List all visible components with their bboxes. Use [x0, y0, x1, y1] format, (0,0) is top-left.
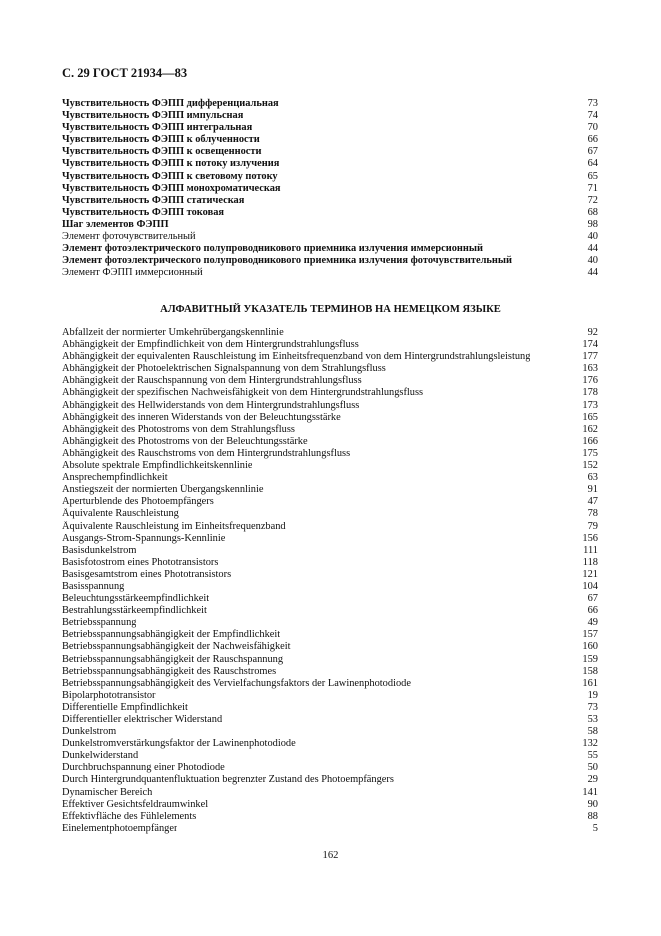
- index-term: Abhängigkeit des Photostroms von dem Strahlungsfluss: [62, 423, 295, 435]
- index-entry: [62, 799, 598, 811]
- index-term: Bestrahlungsstärkeempfindlichkeit: [62, 605, 207, 617]
- index-entry: [62, 617, 598, 629]
- index-entry: [62, 363, 598, 375]
- index-term: Чувствительность ФЭПП интегральная: [62, 122, 253, 134]
- index-entry: [62, 569, 598, 581]
- index-entry: [62, 678, 598, 690]
- index-entry: [62, 400, 598, 412]
- index-entry: [62, 702, 598, 714]
- index-entry: [62, 219, 598, 231]
- index-page-ref: 161: [582, 677, 598, 689]
- index-term: Чувствительность ФЭПП монохроматическая: [62, 182, 281, 194]
- index-term: Ausgangs-Strom-Spannungs-Kennlinie: [62, 532, 226, 544]
- index-term: Anstiegszeit der normierten Übergangskennlinie: [62, 484, 264, 496]
- index-page-ref: 67: [587, 146, 598, 158]
- index-entry: [62, 726, 598, 738]
- russian-index-list: [62, 98, 598, 279]
- index-entry: [62, 171, 598, 183]
- index-term: Basisdunkelstrom: [62, 544, 137, 556]
- index-entry: [62, 195, 598, 207]
- index-page-ref: 70: [587, 122, 598, 134]
- index-page-ref: 72: [587, 194, 598, 206]
- index-entry: [62, 267, 598, 279]
- index-page-ref: 44: [587, 267, 598, 279]
- index-page-ref: 141: [582, 786, 598, 798]
- index-page-ref: 66: [587, 605, 598, 617]
- index-term: Abhängigkeit der Rauschspannung von dem Hintergrundstrahlungsfluss: [62, 375, 362, 387]
- index-entry: [62, 436, 598, 448]
- index-term: Элемент ФЭПП иммерсионный: [62, 267, 203, 279]
- index-term: Differentieller elektrischer Widerstand: [62, 714, 223, 725]
- index-term: Durch Hintergrundquantenfluktuation begrenzter Zustand des Photoempfängers: [62, 774, 394, 786]
- index-entry: [62, 774, 598, 786]
- index-term: Чувствительность ФЭПП к облученности: [62, 134, 260, 146]
- index-page-ref: 175: [582, 447, 598, 459]
- index-term: Bipolarphototransistor: [62, 689, 156, 701]
- index-entry: [62, 750, 598, 762]
- index-entry: [62, 122, 598, 134]
- index-term: Äquivalente Rauschleistung: [62, 508, 179, 520]
- index-page-ref: 132: [582, 738, 598, 750]
- index-term: Abhängigkeit des inneren Widerstands von der Beleuchtungsstärke: [62, 411, 341, 423]
- index-term: Abhängigkeit der spezifischen Nachweisfähigkeit von dem Hintergrundstrahlungsfluss: [62, 387, 424, 399]
- index-entry: [62, 629, 598, 641]
- index-term: Betriebsspannungsabhängigkeit des Rauschstromes: [62, 665, 277, 677]
- index-term: Abfallzeit der normierter Umkehrübergangskennlinie: [62, 327, 284, 338]
- index-term: Чувствительность ФЭПП к потоку излучения: [62, 158, 280, 170]
- index-entry: [62, 448, 598, 460]
- index-term: Aperturblende des Photoempfängers: [62, 496, 214, 508]
- index-entry: [62, 158, 598, 170]
- index-page-ref: 88: [587, 810, 598, 822]
- index-page-ref: 64: [587, 158, 598, 170]
- index-page-ref: 158: [582, 665, 598, 677]
- index-entry: [62, 593, 598, 605]
- index-page-ref: 19: [587, 689, 598, 701]
- index-entry: [62, 545, 598, 557]
- index-page-ref: 63: [587, 472, 598, 484]
- index-term: Dunkelstrom: [62, 726, 117, 738]
- index-page-ref: 159: [582, 653, 598, 665]
- index-term: Abhängigkeit des Hellwiderstands von dem Hintergrundstrahlungsfluss: [62, 399, 360, 411]
- index-term: Basisfotostrom eines Phototransistors: [62, 556, 219, 568]
- index-term: Betriebsspannungsabhängigkeit der Rauschspannung: [62, 653, 284, 665]
- index-term: Abhängigkeit der Photoelektrischen Signalspannung von dem Strahlungsfluss: [62, 363, 386, 375]
- index-entry: [62, 496, 598, 508]
- index-term: Betriebsspannungsabhängigkeit der Empfindlichkeit: [62, 629, 281, 641]
- index-page-ref: 78: [587, 508, 598, 520]
- index-entry: [62, 255, 598, 267]
- index-page-ref: 156: [582, 532, 598, 544]
- index-page-ref: 91: [587, 484, 598, 496]
- index-page-ref: 166: [582, 435, 598, 447]
- index-term: Чувствительность ФЭПП к освещенности: [62, 146, 262, 158]
- index-page-ref: 90: [587, 798, 598, 810]
- index-term: Чувствительность ФЭПП дифференциальная: [62, 98, 279, 109]
- index-entry: [62, 460, 598, 472]
- index-term: Einelementphotoempfänger: [62, 822, 178, 834]
- index-page-ref: 177: [582, 351, 598, 363]
- index-term: Effektivfläche des Fühlelements: [62, 810, 197, 822]
- index-term: Betriebsspannungsabhängigkeit des Vervielfachungsfaktors der Lawinenphotodiode: [62, 677, 411, 689]
- index-term: Чувствительность ФЭПП импульсная: [62, 110, 244, 122]
- index-page-ref: 118: [582, 556, 598, 568]
- index-entry: [62, 243, 598, 255]
- index-term: Abhängigkeit der Empfindlichkeit von dem Hintergrundstrahlungsfluss: [62, 339, 359, 351]
- index-term: Чувствительность ФЭПП статическая: [62, 194, 245, 206]
- index-entry: [62, 183, 598, 195]
- index-page-ref: 71: [587, 182, 598, 194]
- index-page-ref: 73: [587, 701, 598, 713]
- index-page-ref: 47: [587, 496, 598, 508]
- index-page-ref: 111: [583, 544, 598, 556]
- index-entry: [62, 641, 598, 653]
- index-entry: [62, 110, 598, 122]
- index-page-ref: 40: [587, 255, 598, 267]
- index-entry: [62, 472, 598, 484]
- index-entry: [62, 533, 598, 545]
- index-entry: [62, 654, 598, 666]
- index-entry: [62, 714, 598, 726]
- index-term: Шаг элементов ФЭПП: [62, 218, 169, 230]
- index-entry: [62, 327, 598, 339]
- index-term: Basisspannung: [62, 580, 125, 592]
- index-entry: [62, 207, 598, 219]
- index-page-ref: 53: [587, 714, 598, 725]
- index-page-ref: 5: [592, 822, 598, 834]
- index-page-ref: 40: [587, 231, 598, 243]
- index-term: Ansprechempfindlichkeit: [62, 472, 168, 484]
- index-term: Чувствительность ФЭПП токовая: [62, 206, 225, 218]
- index-term: Abhängigkeit des Rauschstroms von dem Hintergrundstrahlungsfluss: [62, 447, 351, 459]
- index-page-ref: 74: [587, 110, 598, 122]
- index-page-ref: 44: [587, 243, 598, 255]
- index-page-ref: 29: [587, 774, 598, 786]
- index-page-ref: 178: [582, 387, 598, 399]
- index-term: Элемент фотоэлектрического полупроводникового приемника излучения иммерсионный: [62, 243, 484, 255]
- index-page-ref: 73: [587, 98, 598, 109]
- index-page-ref: 67: [587, 593, 598, 605]
- index-term: Dynamischer Bereich: [62, 786, 153, 798]
- index-entry: [62, 387, 598, 399]
- index-page-ref: 165: [582, 411, 598, 423]
- index-term: Чувствительность ФЭПП к световому потоку: [62, 170, 278, 182]
- index-term: Effektiver Gesichtsfeldraumwinkel: [62, 798, 209, 810]
- index-term: Элемент фотоэлектрического полупроводникового приемника излучения фоточувствительный: [62, 255, 512, 267]
- index-entry: [62, 605, 598, 617]
- index-entry: [62, 484, 598, 496]
- index-entry: [62, 339, 598, 351]
- index-term: Absolute spektrale Empfindlichkeitskennlinie: [62, 460, 253, 472]
- index-page-ref: 104: [582, 580, 598, 592]
- index-entry: [62, 412, 598, 424]
- index-entry: [62, 823, 598, 835]
- index-term: Dunkelwiderstand: [62, 750, 139, 762]
- index-term: Beleuchtungsstärkeempfindlichkeit: [62, 593, 210, 605]
- index-entry: [62, 521, 598, 533]
- index-page-ref: 92: [587, 327, 598, 338]
- index-term: Элемент фоточувствительный: [62, 231, 196, 243]
- index-term: Durchbruchspannung einer Photodiode: [62, 762, 225, 774]
- index-entry: [62, 134, 598, 146]
- index-page-ref: 98: [587, 218, 598, 230]
- index-entry: [62, 557, 598, 569]
- index-entry: [62, 375, 598, 387]
- index-entry: [62, 690, 598, 702]
- index-page-ref: 49: [587, 617, 598, 629]
- index-term: Differentielle Empfindlichkeit: [62, 701, 188, 713]
- index-page-ref: 65: [587, 170, 598, 182]
- index-term: Dunkelstromverstärkungsfaktor der Lawinenphotodiode: [62, 738, 296, 750]
- index-entry: [62, 424, 598, 436]
- index-entry: [62, 98, 598, 110]
- index-page-ref: 157: [582, 629, 598, 641]
- index-page-ref: 79: [587, 520, 598, 532]
- index-entry: [62, 787, 598, 799]
- index-page-ref: 68: [587, 206, 598, 218]
- index-page-ref: 121: [582, 568, 598, 580]
- index-page-ref: 50: [587, 762, 598, 774]
- page-number: 162: [322, 850, 339, 861]
- index-term: Basisgesamtstrom eines Phototransistors: [62, 568, 232, 580]
- index-entry: [62, 351, 598, 363]
- page-header: С. 29 ГОСТ 21934—83: [62, 66, 188, 80]
- index-page-ref: 176: [582, 375, 598, 387]
- index-entry: [62, 146, 598, 158]
- section-title: АЛФАВИТНЫЙ УКАЗАТЕЛЬ ТЕРМИНОВ НА НЕМЕЦКОМ ЯЗЫКЕ: [160, 304, 501, 315]
- index-page-ref: 173: [582, 399, 598, 411]
- index-page-ref: 58: [587, 726, 598, 738]
- index-entry: [62, 581, 598, 593]
- index-page-ref: 163: [582, 363, 598, 375]
- index-term: Betriebsspannungsabhängigkeit der Nachweisfähigkeit: [62, 641, 291, 653]
- index-entry: [62, 231, 598, 243]
- index-entry: [62, 508, 598, 520]
- index-term: Betriebsspannung: [62, 617, 137, 629]
- index-term: Abhängigkeit des Photostroms von der Beleuchtungsstärke: [62, 435, 308, 447]
- index-page-ref: 152: [582, 460, 598, 472]
- index-page-ref: 160: [582, 641, 598, 653]
- index-page-ref: 55: [587, 750, 598, 762]
- index-page-ref: 174: [582, 339, 598, 351]
- index-page-ref: 66: [587, 134, 598, 146]
- index-entry: [62, 811, 598, 823]
- german-index-list: [62, 327, 598, 835]
- index-term: Äquivalente Rauschleistung im Einheitsfrequenzband: [62, 520, 286, 532]
- index-entry: [62, 762, 598, 774]
- index-entry: [62, 666, 598, 678]
- index-term: Abhängigkeit der equivalenten Rauschleistung im Einheitsfrequenzband von dem Hintergrundstrahlungsleistung: [62, 351, 531, 363]
- index-entry: [62, 738, 598, 750]
- index-page-ref: 162: [582, 423, 598, 435]
